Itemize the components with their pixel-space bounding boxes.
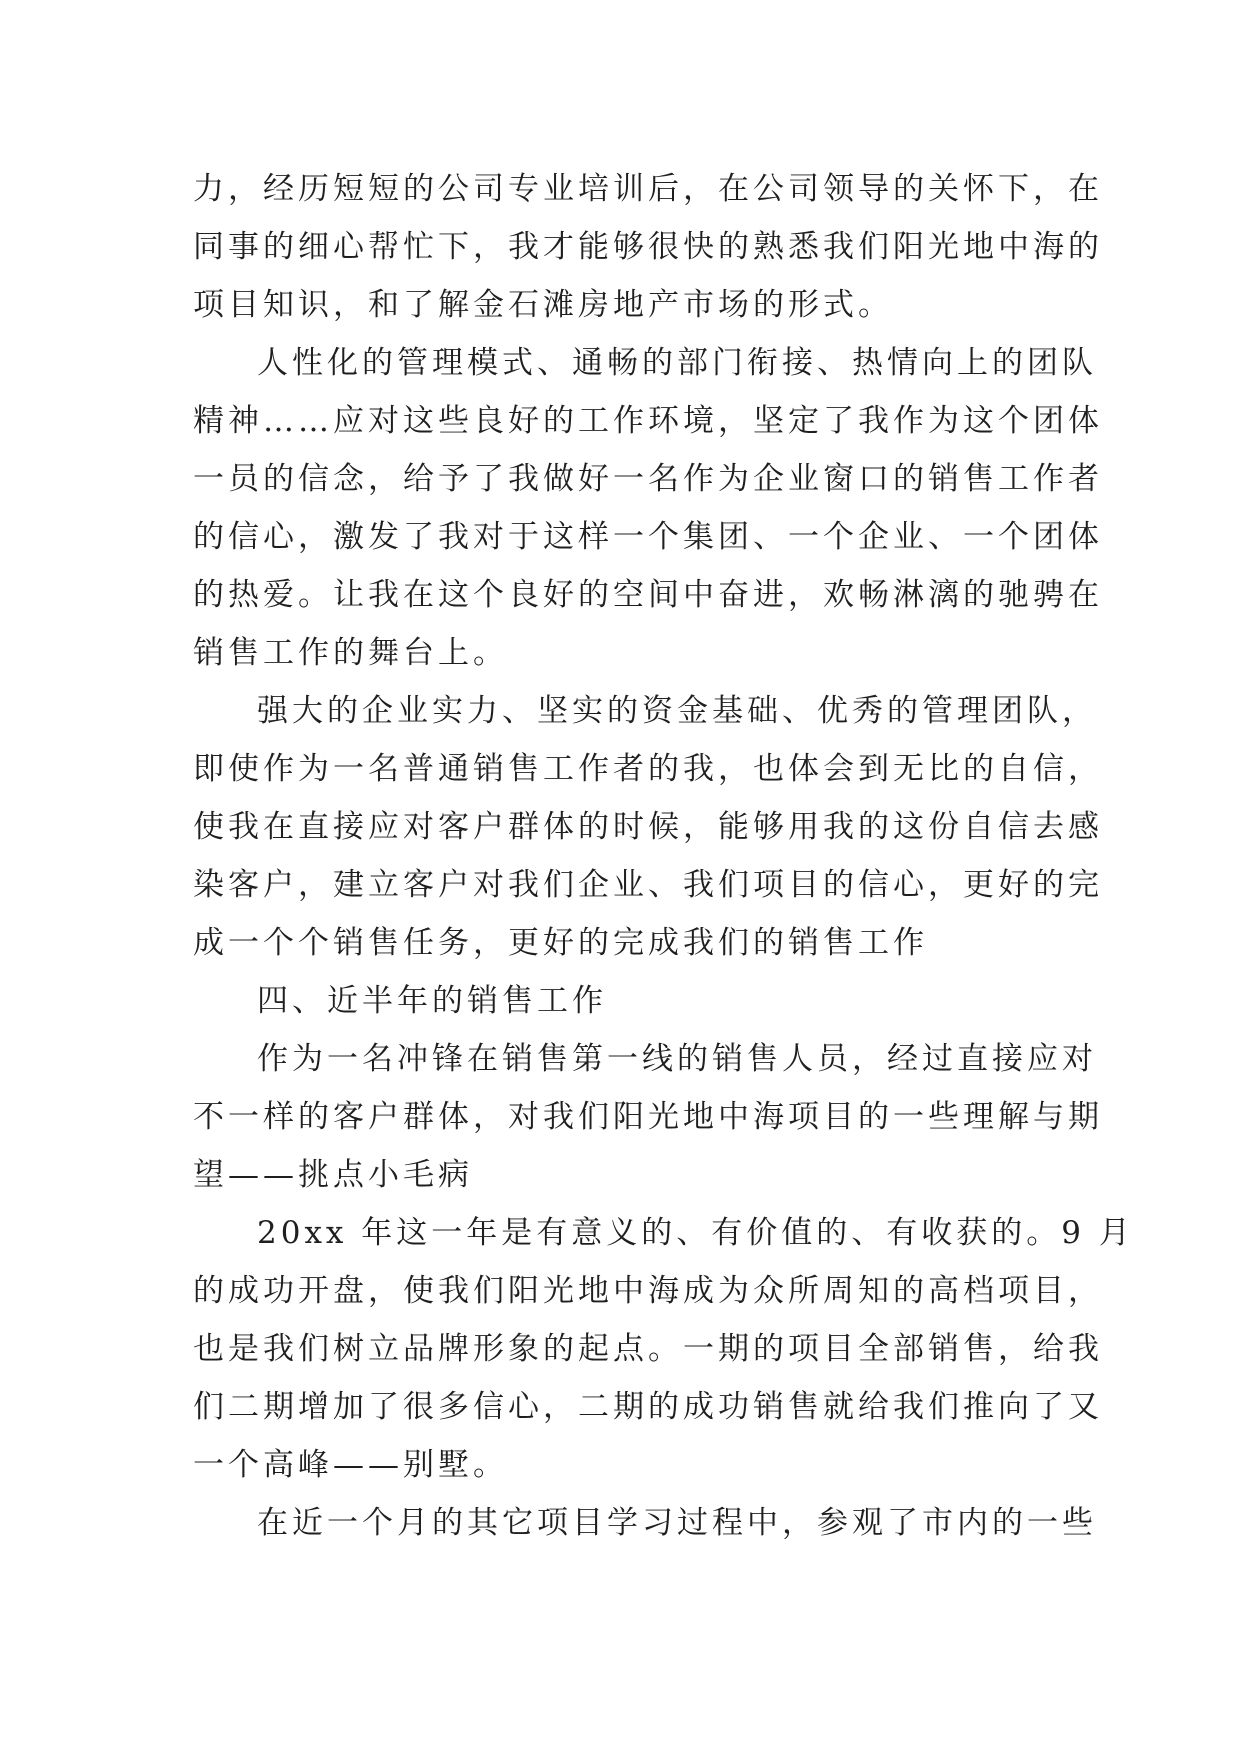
text-line: 一员的信念，给予了我做好一名作为企业窗口的销售工作者 [193,461,1103,497]
text-line: 人性化的管理模式、通畅的部门衔接、热情向上的团队 [257,345,1097,381]
text-line: 项目知识，和了解金石滩房地产市场的形式。 [193,287,893,323]
text-line: 四、近半年的销售工作 [257,983,607,1019]
document-body [193,160,1134,1552]
text-line: 精神……应对这些良好的工作环境，坚定了我作为这个团体 [193,403,1103,439]
text-line: 染客户，建立客户对我们企业、我们项目的信心，更好的完 [193,867,1103,903]
text-line: 成一个个销售任务，更好的完成我们的销售工作 [193,925,928,961]
text-line: 的信心，激发了我对于这样一个集团、一个企业、一个团体 [193,519,1103,555]
text-line: 20xx 年这一年是有意义的、有价值的、有收获的。9 月 [257,1215,1134,1251]
text-line: 望——挑点小毛病 [193,1157,473,1193]
text-line: 的热爱。让我在这个良好的空间中奋进，欢畅淋漓的驰骋在 [193,577,1103,613]
text-line: 在近一个月的其它项目学习过程中，参观了市内的一些 [257,1505,1097,1541]
text-line: 强大的企业实力、坚实的资金基础、优秀的管理团队， [257,693,1097,729]
text-line: 作为一名冲锋在销售第一线的销售人员，经过直接应对 [257,1041,1097,1077]
text-line: 的成功开盘，使我们阳光地中海成为众所周知的高档项目， [193,1273,1103,1309]
text-line: 同事的细心帮忙下，我才能够很快的熟悉我们阳光地中海的 [193,229,1103,265]
text-line: 使我在直接应对客户群体的时候，能够用我的这份自信去感 [193,809,1103,845]
text-line: 销售工作的舞台上。 [193,635,508,671]
text-line: 一个高峰——别墅。 [193,1447,508,1483]
text-line: 也是我们树立品牌形象的起点。一期的项目全部销售，给我 [193,1331,1103,1367]
text-line: 即使作为一名普通销售工作者的我，也体会到无比的自信， [193,751,1103,787]
text-line: 力，经历短短的公司专业培训后，在公司领导的关怀下，在 [193,171,1103,207]
text-line: 不一样的客户群体，对我们阳光地中海项目的一些理解与期 [193,1099,1103,1135]
text-line: 们二期增加了很多信心，二期的成功销售就给我们推向了又 [193,1389,1103,1425]
